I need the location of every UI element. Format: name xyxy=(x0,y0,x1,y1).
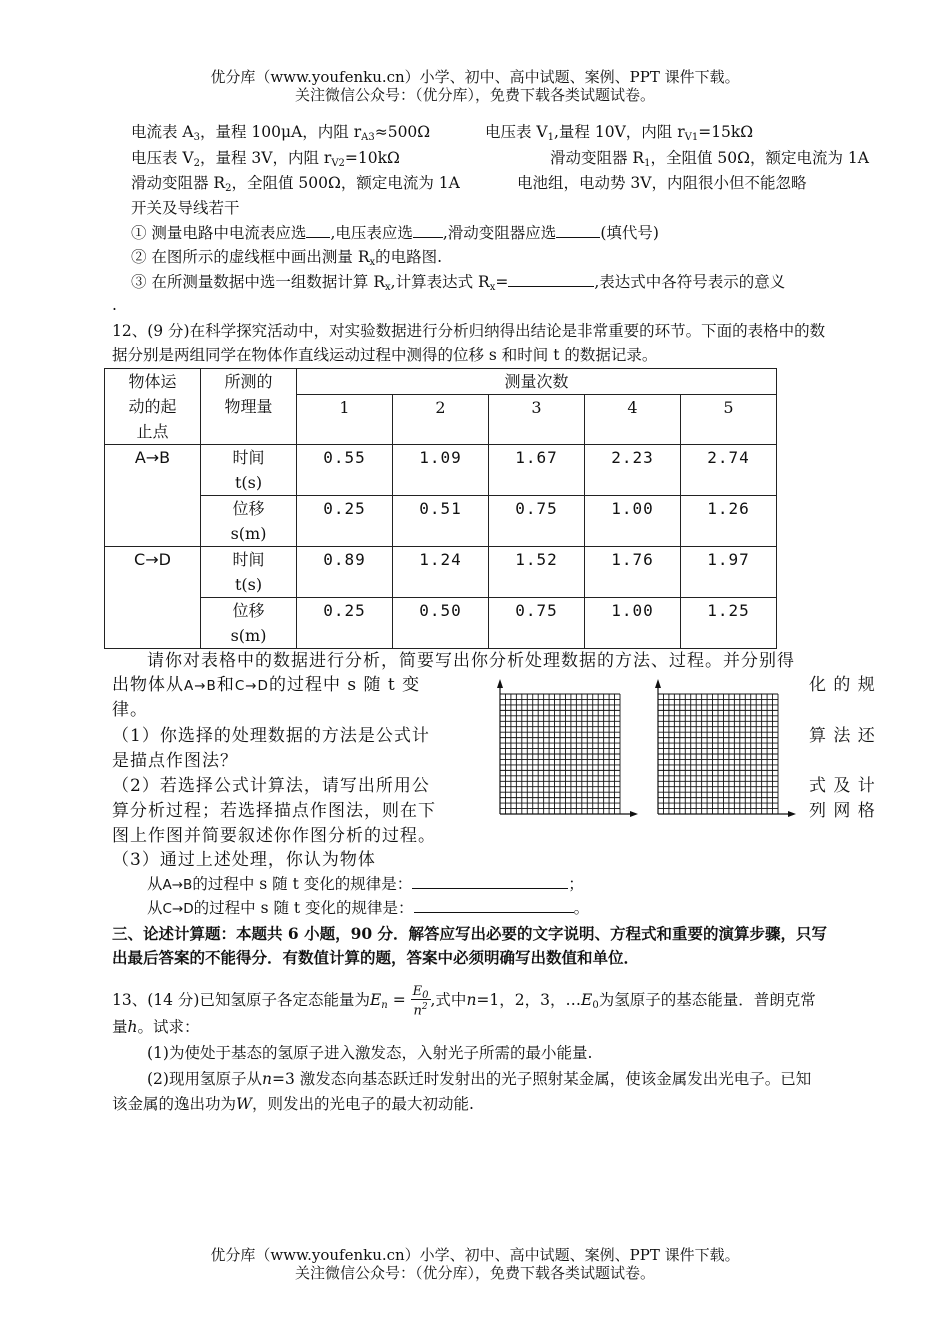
y-axis-arrow-icon xyxy=(497,679,503,688)
header-quantity: 所测的 物理量 xyxy=(201,369,297,445)
table-row: 位移 s(m) 0.25 0.51 0.75 1.00 1.26 xyxy=(105,496,777,547)
header-line-2: 关注微信公众号：（优分库），免费下载各类试题试卷。 xyxy=(294,86,655,104)
q12-para-3: 律。 xyxy=(112,700,148,720)
grid-graph-left xyxy=(490,678,650,828)
section3-line-2: 出最后答案的不能得分．有数值计算的题，答案中必须明确写出数值和单位． xyxy=(112,948,640,967)
voltmeter-v2: 电压表 $V_2$，量程 3V，内阻 $r_{V2}=10k\Omega$ xyxy=(131,149,400,169)
section3-line-1: 三、论述计算题：本题共 6 小题，90 分．解答应写出必要的文字说明、方程式和重要的演算步骤，只写 xyxy=(112,924,828,943)
q11-sub1: ① 测量电路中电流表应选 ,电压表应选 ,滑动变阻器应选 (填代号) xyxy=(131,221,659,244)
page-footer xyxy=(0,1246,950,1282)
x-axis-arrow-icon xyxy=(788,811,796,817)
q12-answer-ab: 从A→B的过程中 s 随 t 变化的规律是： ； xyxy=(147,872,584,896)
q11-sub3: ③ 在所测量数据中选一组数据计算 $R_x$,计算表达式 $R_x=$ ,表达式中各符号表示的意义 xyxy=(131,270,881,293)
energy-fraction: $\frac{E_0}{n^2}$ xyxy=(412,984,429,1019)
q12-para-7r: 列 网 格 xyxy=(809,801,876,821)
q12-para-5: 是描点作图法？ xyxy=(112,751,238,771)
q12-para-8: 图上作图并简要叙述你作图分析的过程。 xyxy=(112,826,436,846)
x-axis-arrow-icon xyxy=(630,811,638,817)
q13-line-1: 13、(14 分)已知氢原子各定态能量为$E_n$ = $\frac{E_0}{n^2}$ ,式中n=1，2，3，$\dots E_0$为氢原子的基态能量．普朗克常 xyxy=(112,984,816,1019)
q12-para-4: （1）你选择的处理数据的方法是公式计 xyxy=(112,726,430,746)
q12-para-4r: 算 法 还 xyxy=(809,726,876,746)
ammeter-a3: 电流表 $A_3$，量程 100μA，内阻 $r_{A3}\approx 500\Omega$ xyxy=(131,123,431,143)
footer-line-2: 关注微信公众号：（优分库），免费下载各类试题试卷。 xyxy=(294,1264,655,1282)
header-idx-1: 1 xyxy=(297,395,393,445)
data-table xyxy=(104,368,777,649)
y-axis-arrow-icon xyxy=(655,679,661,688)
header-idx-4: 4 xyxy=(585,395,681,445)
battery-text: 电池组，电动势 3V，内阻很小但不能忽略 xyxy=(517,174,807,192)
q12-para-7: 算分析过程；若选择描点作图法，则在下 xyxy=(112,801,436,821)
q12-para-6r: 式 及 计 xyxy=(809,776,876,796)
q13-sub3: 该金属的逸出功为W，则发出的光电子的最大初动能. xyxy=(112,1095,474,1113)
q12-para-6: （2）若选择公式计算法，请写出所用公 xyxy=(112,776,430,796)
q12-answer-cd: 从C→D的过程中 s 随 t 变化的规律是： 。 xyxy=(147,896,589,920)
header-count: 测量次数 xyxy=(297,369,777,395)
q12-intro-2: 据分别是两组同学在物体作直线运动过程中测得的位移 s 和时间 t 的数据记录。 xyxy=(112,346,658,364)
header-motion: 物体运 动的起 止点 xyxy=(105,369,201,445)
page-header xyxy=(0,68,950,104)
group-label-ab: A→B xyxy=(105,445,201,547)
q13-sub1: (1)为使处于基态的氢原子进入激发态，入射光子所需的最小能量. xyxy=(147,1044,593,1062)
header-idx-2: 2 xyxy=(393,395,489,445)
grid-graph-right xyxy=(648,678,808,828)
q13-sub2: (2)现用氢原子从n=3 激发态向基态跃迁时发射出的光子照射某金属，使该金属发出光电子。已知 xyxy=(147,1070,812,1088)
rheostat-r2: 滑动变阻器 $R_2$，全阻值 500Ω，额定电流为 1A xyxy=(131,174,460,194)
table-row: 位移 s(m) 0.25 0.50 0.75 1.00 1.25 xyxy=(105,598,777,649)
q11-dot: . xyxy=(112,296,117,314)
header-idx-5: 5 xyxy=(681,395,777,445)
q12-para-1: 请你对表格中的数据进行分析，简要写出你分析处理数据的方法、过程。并分别得 xyxy=(147,651,795,671)
q12-para-2: 出物体从A→B和C→D的过程中 s 随 t 变 xyxy=(112,675,421,695)
header-line-1: 优分库（www.youfenku.cn）小学、初中、高中试题、案例、PPT 课件下载。 xyxy=(210,68,740,86)
header-idx-3: 3 xyxy=(489,395,585,445)
table-row: A→B 时间 t(s) 0.55 1.09 1.67 2.23 2.74 xyxy=(105,445,777,496)
table-row: C→D 时间 t(s) 0.89 1.24 1.52 1.76 1.97 xyxy=(105,547,777,598)
q12-para-2r: 化 的 规 xyxy=(809,675,876,695)
q13-line-2: 量h。试求： xyxy=(112,1018,200,1036)
q12-para-9: （3）通过上述处理，你认为物体 xyxy=(112,850,376,870)
group-label-cd: C→D xyxy=(105,547,201,649)
switch-text: 开关及导线若干 xyxy=(131,199,240,217)
q12-intro-1: 12、(9 分)在科学探究活动中，对实验数据进行分析归纳得出结论是非常重要的环节。下面的表格中的数 xyxy=(112,322,826,340)
q11-sub2: ② 在图所示的虚线框中画出测量 $R_x$的电路图. xyxy=(131,248,443,268)
rheostat-r1: 滑动变阻器 $R_1$，全阻值 50Ω，额定电流为 1A xyxy=(550,149,869,169)
voltmeter-v1: 电压表 $V_1$,量程 10V，内阻 $r_{V1}=15k\Omega$ xyxy=(485,123,754,143)
footer-line-1: 优分库（www.youfenku.cn）小学、初中、高中试题、案例、PPT 课件下载。 xyxy=(210,1246,740,1264)
